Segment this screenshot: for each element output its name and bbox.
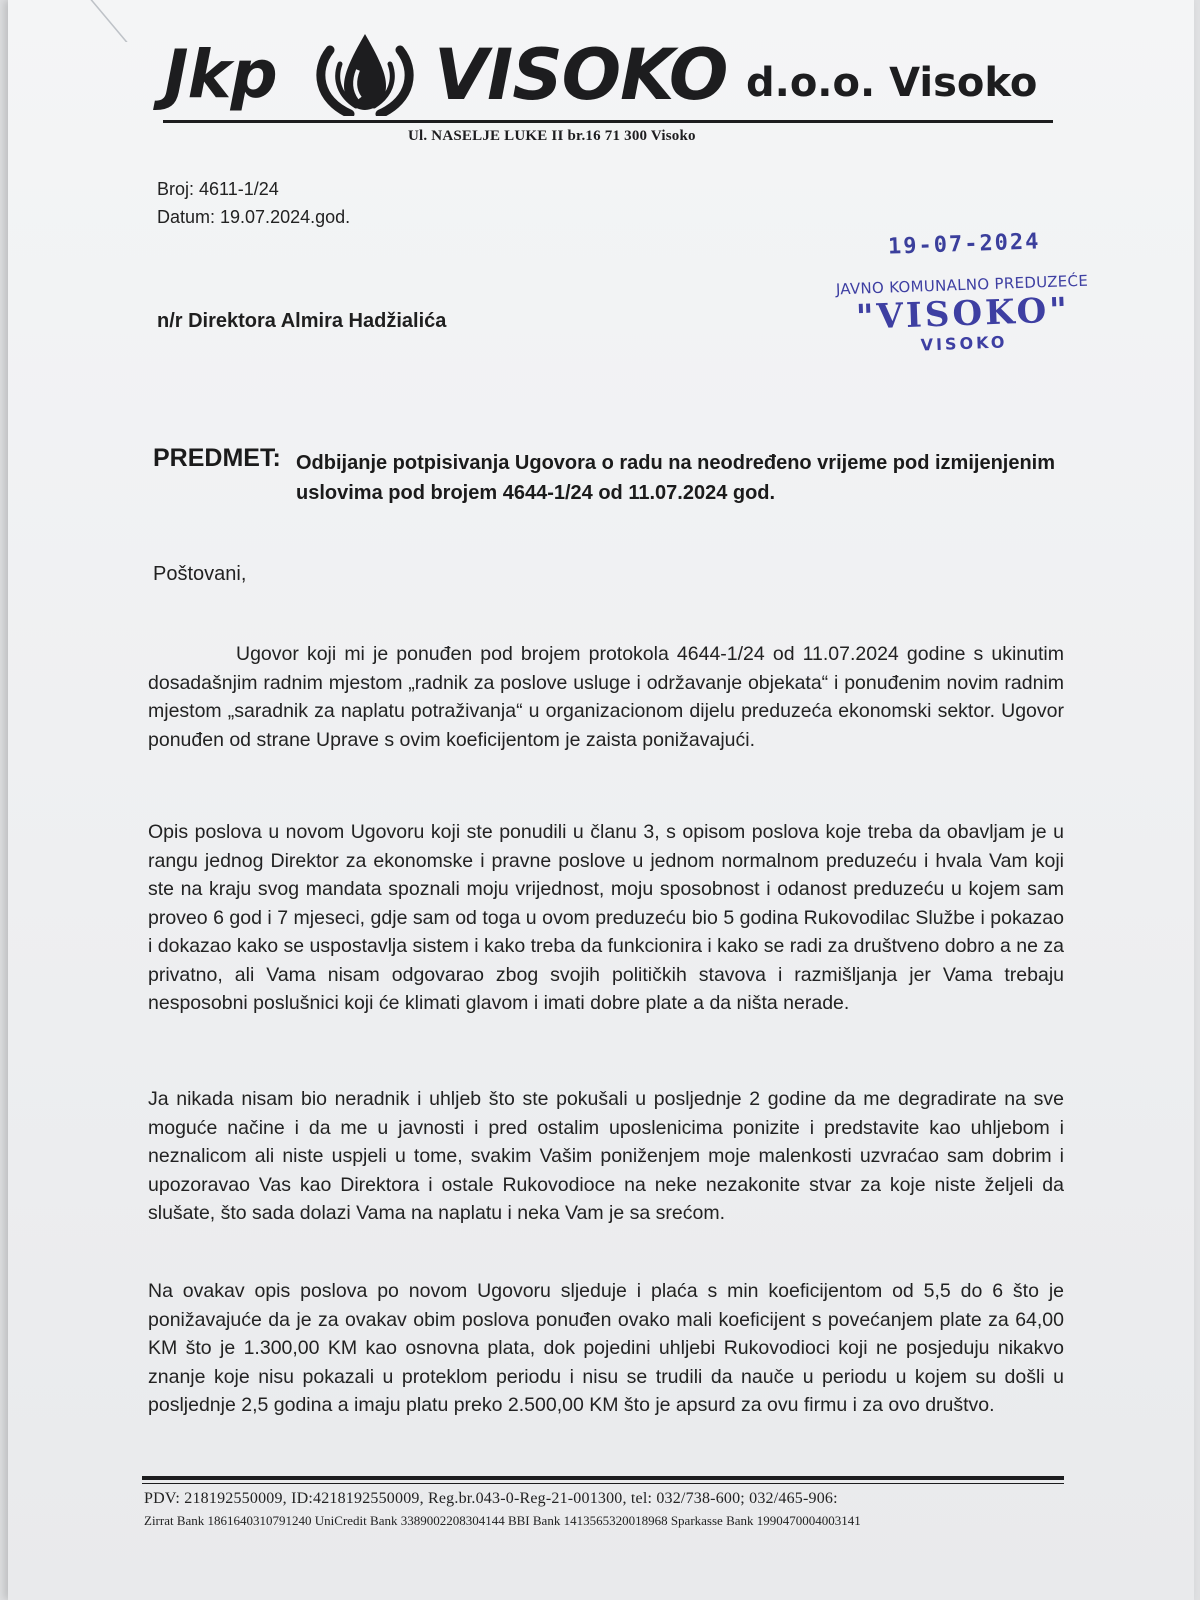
letterhead-suffix: d.o.o. Visoko bbox=[746, 60, 1038, 106]
letterhead-prefix: Jkp bbox=[164, 36, 277, 113]
document-meta bbox=[157, 175, 350, 231]
company-stamp bbox=[827, 271, 1100, 357]
recipient: n/r Direktora Almira Hadžialića bbox=[157, 310, 447, 332]
footer-divider-thin bbox=[142, 1483, 1064, 1484]
paper-scratch-mark bbox=[50, 0, 127, 42]
letterhead-address: Ul. NASELJE LUKE II br.16 71 300 Visoko bbox=[408, 128, 696, 144]
stamp-line-1: JAVNO KOMUNALNO PREDUZEĆE bbox=[835, 271, 1089, 299]
footer-divider-thick bbox=[142, 1476, 1064, 1480]
subject-text: Odbijanje potpisivanja Ugovora o radu na neodređeno vrijeme pod izmijenjenim uslovima pod brojem 4644-1/24 od 11.07.2024 god. bbox=[296, 452, 1056, 504]
subject-label: PREDMET: bbox=[153, 444, 281, 472]
paragraph-2: Opis poslova u novom Ugovoru koji ste ponudili u članu 3, s opisom poslova koje treba da obavljam je u rangu jednog Direktor za ekonomske i pravne poslove u jednom normalnom preduzeću i hvala Vam koji ste na kraju svog mandata spoznali moju vrijednost, moju sposobnost i odanost preduzeću u kojem sam proveo 6 god i 7 mjeseci, gdje sam od toga u ovom preduzeću bio 5 godina Rukovodilac Službe i pokazao i dokazao kako se uspostavlja sistem i kako treba da funkcionira i kako se radi za društveno dobro a ne za privatno, ali Vama nisam odgovarao zbog svojih političkih stavova i razmišljanja jer Vama trebaju nesposobni poslušnici koji će klimati glavom i imati dobre plate a da ništa nerade. bbox=[148, 821, 1064, 1014]
document-number: Broj: 4611-1/24 bbox=[157, 179, 279, 199]
stamp-date: 19-07-2024 bbox=[887, 229, 1041, 260]
paragraph-3: Ja nikada nisam bio neradnik i uhljeb što ste pokušali u posljednje 2 godine da me degradirate na sve moguće načine i da me u javnosti i pred ostalim uposlenicima ponizite i predstavite kao uhljebom i neznalicom ali niste uspjeli u tome, svakim Vašim poniženjem moje malenkosti uzvraćao sam dobrim i upozoravao Vas kao Direktora i ostale Rukovodioce na neke nezakonite stvar za koje niste željeli da slušate, što sada dolazi Vama na naplatu i neka Vam je sa srećom. bbox=[148, 1088, 1064, 1224]
stamp-line-3: VISOKO bbox=[920, 332, 1008, 355]
paragraph-1: Ugovor koji mi je ponuđen pod brojem protokola 4644-1/24 od 11.07.2024 godine s ukinutim dosadašnjim radnim mjestom „radnik za poslove usluge i održavanje objekata“ i ponuđenim novim radnim mjestom „saradnik za naplatu potraživanja“ u organizacionom dijelu preduzeća ekonomski sektor. Ugovor ponuđen od strane Uprave s ovim koeficijentom je zaista ponižavajući. bbox=[148, 643, 1064, 751]
letter-page bbox=[8, 0, 1194, 1600]
water-drop-icon bbox=[310, 30, 420, 116]
footer-bank-accounts: Zirrat Bank 1861640310791240 UniCredit Bank 3389002208304144 BBI Bank 1413565320018968 Sparkasse Bank 1990470004003141 bbox=[144, 1513, 861, 1528]
stamp-line-2: "VISOKO" bbox=[855, 290, 1071, 338]
letterhead-company-name: VISOKO bbox=[434, 34, 728, 116]
paragraph-4: Na ovakav opis poslova po novom Ugovoru sljeduje i plaća s min koeficijentom od 5,5 do 6 što je ponižavajuće da je za ovakav obim poslova ponuđen ovako mali koeficijent s povećanjem plate za 64,00 KM što je 1.300,00 KM kao osnovna plata, dok pojedini uhljebi Rukovodioci koji ne posjeduju nikakvo znanje koje nisu pokazali u proteklom periodu i nisu se trudili da nauče u periodu u kojem su došli u posljednje 2,5 godina a imaju platu preko 2.500,00 KM što je apsurd za ovu firmu i za ovo društvo. bbox=[148, 1280, 1064, 1416]
footer-registration: PDV: 218192550009, ID:4218192550009, Reg.br.043-0-Reg-21-001300, tel: 032/738-600; 032/465-906: bbox=[144, 1490, 838, 1507]
letterhead-logo bbox=[158, 30, 1058, 120]
document-date: Datum: 19.07.2024.god. bbox=[157, 207, 351, 227]
greeting: Poštovani, bbox=[153, 563, 247, 585]
header-divider bbox=[163, 120, 1053, 123]
